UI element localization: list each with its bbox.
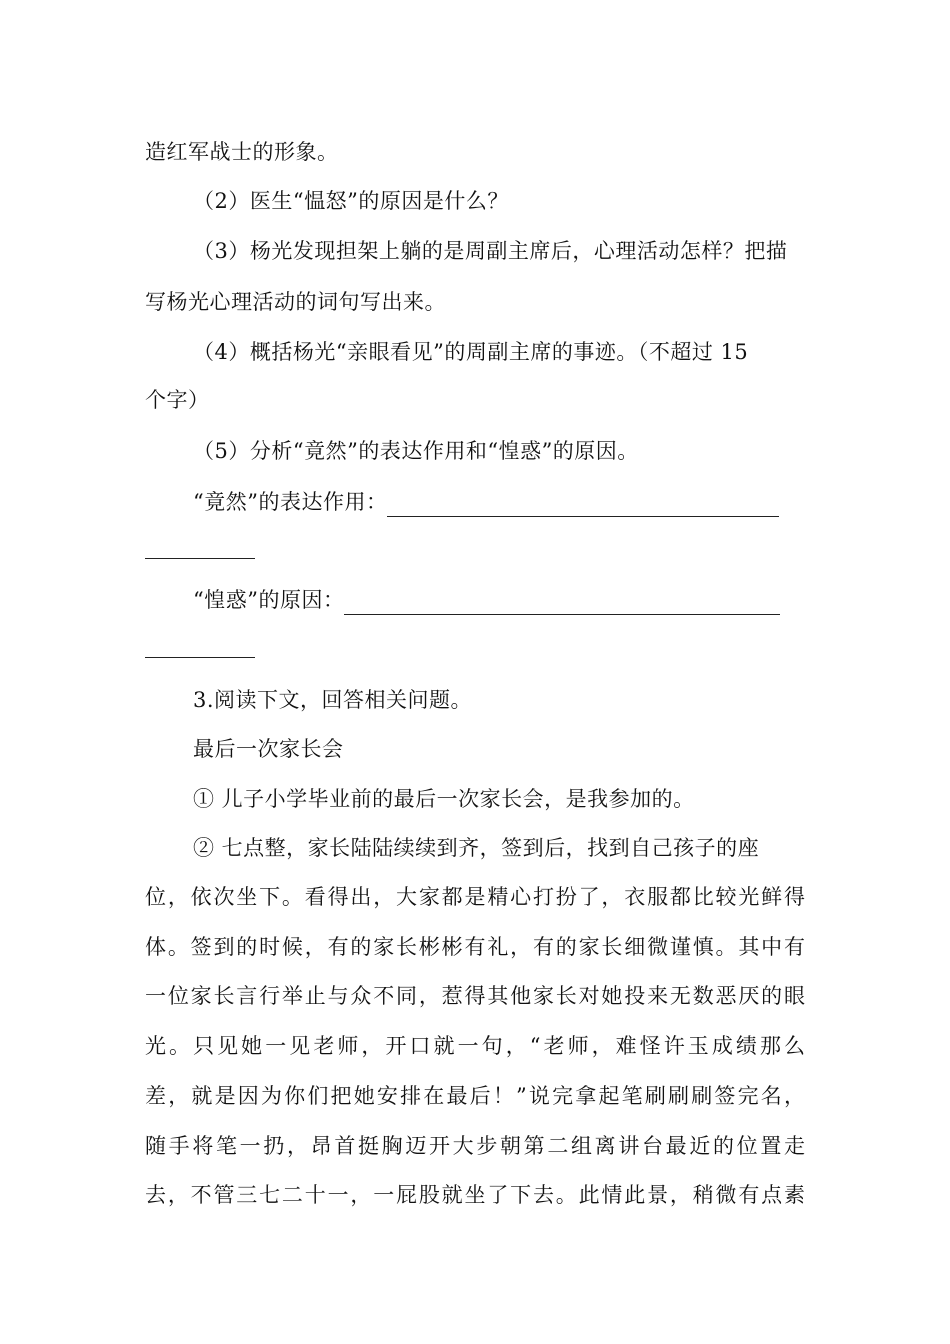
answer-5a-blank-continuation[interactable]: [145, 558, 255, 559]
question-4-line-2: 个字）: [145, 388, 210, 412]
question-3-line-2: 写杨光心理活动的词句写出来。: [145, 290, 446, 314]
question-2: （2）医生“愠怒”的原因是什么？: [193, 189, 509, 213]
answer-5b-row: [193, 585, 780, 615]
text-line: 造红军战士的形象。: [145, 140, 339, 164]
paragraph-2-line-5: 光。只见她一见老师，开口就一句，“老师，难怪许玉成绩那么: [145, 1034, 805, 1058]
answer-5b-blank[interactable]: [344, 592, 780, 615]
essay-title: 最后一次家长会: [193, 737, 344, 761]
answer-5a-blank[interactable]: [387, 494, 779, 517]
answer-5b-label: “惶惑”的原因：: [193, 588, 345, 612]
question-5: （5）分析“竟然”的表达作用和“惶惑”的原因。: [193, 439, 639, 463]
section-3-heading: 3.阅读下文，回答相关问题。: [193, 688, 473, 712]
paragraph-1: ① 儿子小学毕业前的最后一次家长会，是我参加的。: [193, 787, 695, 811]
paragraph-2-line-4: 一位家长言行举止与众不同，惹得其他家长对她投来无数恶厌的眼: [145, 984, 805, 1008]
answer-5a-row: [193, 487, 779, 517]
answer-5b-blank-continuation[interactable]: [145, 657, 255, 658]
paragraph-2-line-7: 随手将笔一扔，昂首挺胸迈开大步朝第二组离讲台最近的位置走: [145, 1134, 805, 1158]
paragraph-2-line-2: 位，依次坐下。看得出，大家都是精心打扮了，衣服都比较光鲜得: [145, 885, 805, 909]
question-3-line-1: （3）杨光发现担架上躺的是周副主席后，心理活动怎样？把描: [193, 239, 788, 263]
answer-5a-label: “竟然”的表达作用：: [193, 490, 388, 514]
paragraph-2-line-1: ② 七点整，家长陆陆续续到齐，签到后，找到自己孩子的座: [193, 836, 760, 860]
question-4-line-1: （4）概括杨光“亲眼看见”的周副主席的事迹。（不超过 15: [193, 340, 749, 364]
paragraph-2-line-3: 体。签到的时候，有的家长彬彬有礼，有的家长细微谨慎。其中有: [145, 935, 805, 959]
paragraph-2-line-8: 去，不管三七二十一，一屁股就坐了下去。此情此景，稍微有点素: [145, 1183, 805, 1207]
paragraph-2-line-6: 差，就是因为你们把她安排在最后！”说完拿起笔刷刷刷签完名，: [145, 1084, 805, 1108]
